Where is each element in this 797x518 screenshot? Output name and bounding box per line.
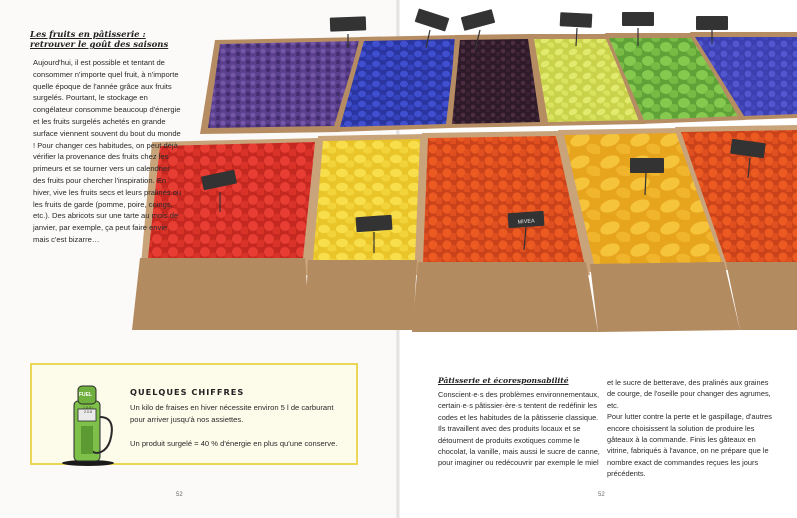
figures-text-2: Un produit surgelé = 40 % d'énergie en plus qu'une conserve.	[130, 439, 338, 448]
headline-line-2: retrouver le goût des saisons	[30, 40, 169, 50]
column-2-paragraph-2: Pour lutter contre la perte et le gaspillage, d'autres encore choisissent la solution de produire les gâteaux à la commande. Finis les gâteaux en vitrine, fabriqués à l'avance, on ne prépare que le nombre exact de commandes reçues les jours précédents.	[607, 412, 772, 479]
figures-title: QUELQUES CHIFFRES	[130, 387, 245, 397]
column-2-paragraph-1: et le sucre de betterave, des pralinés aux graines de courge, de l'oseille pour changer des agrumes, etc.	[607, 378, 771, 410]
column-1-paragraph: Conscient·e·s des problèmes environnementaux, certain·e·s pâtissier·ère·s tentent de redéfinir les codes et les habitudes de la pâtisserie classique. Ils travaillent avec des produits locaux et se détournent de produits exotiques comme le chocolat, la vanille, mais aussi le sucre de canne, pour imaginer ou redécouvrir par exemple le miel	[438, 390, 600, 468]
section-title: Pâtisserie et écoresponsabilité	[438, 376, 569, 385]
page-number-right: 52	[598, 492, 605, 498]
figures-box	[30, 363, 358, 465]
price-sign-label: MIVEA	[517, 218, 535, 226]
figures-text-1: Un kilo de fraises en hiver nécessite environ 5 l de carburant pour arriver jusqu'à nos assiettes.	[130, 403, 334, 424]
fuel-pump-icon	[52, 371, 132, 467]
text-column-2	[607, 377, 777, 480]
page-number-left: 52	[176, 492, 183, 498]
headline-line-1: Les fruits en pâtisserie :	[30, 30, 146, 40]
pump-sign-text: 1.0.8 / 2.0.8	[83, 406, 93, 414]
text-column-1	[438, 389, 600, 469]
crate-plum	[448, 34, 545, 128]
intro-paragraph: Aujourd'hui, il est possible et tentant de consommer n'importe quel fruit, à n'importe quelle époque de l'année grâce aux fruits surgelés. Pourtant, le stockage en congélateur consomme beaucoup d'énergie et les fruits surgelés achetés en grande surface viennent souvent du bout du monde ! Pour changer ces habitudes, on peut déjà vérifier la provenance des fruits chez les primeurs et se tourner vers un calendrier des fruits pour chercher l'inspiration. En hiver, vive les fruits secs et leurs pralinés ou les fruits de garde (pomme, poire, coings, etc.). Des abricots sur une tarte au mois de janvier, par exemple, ça peut faire envie mais c'est bizarre…	[33, 58, 182, 244]
fruit-crates-illustration	[120, 0, 797, 340]
pump-fuel-label: FUEL	[79, 392, 93, 398]
crate-yellow	[305, 134, 425, 330]
article-headline	[30, 30, 180, 50]
